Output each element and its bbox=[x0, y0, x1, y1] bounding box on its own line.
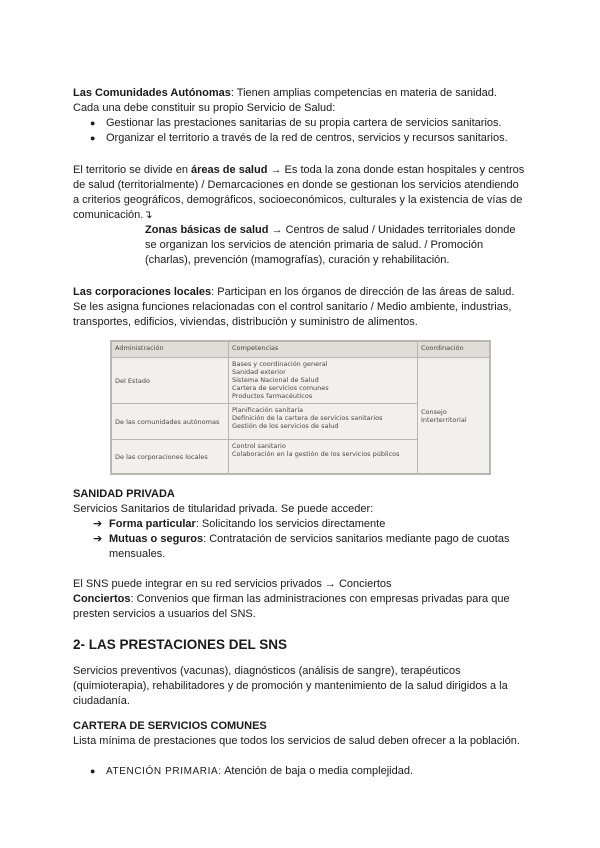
table-header: Administración bbox=[112, 342, 229, 358]
competencias-table bbox=[111, 341, 490, 474]
document-page: Las Comunidades Autónomas: Tienen amplias competencias en materia de sanidad. Cada una debe constituir su propio Servicio de Salud: ● Gestionar las prestaciones sanitarias de su propia cartera de servicios sanitarios. ● Organizar el territorio a través de la red de centros, servicios y recursos sanitarios. El territorio se divide en áreas de salud → Es toda la zona donde estan hospitales y centros de salud (territorialmente) / Demarcaciones en donde se gestionan los servicios atendiendo a criterios geográficos, demográficos, socioeconómicos, culturales y la existencia de vías de comunicación.↴ Zonas básicas de salud → Centros de salud / Unidades territoriales donde se organizan los servicios de atención primaria de salud. / Promoción (charlas), prevención (mamografías), curación y rehabilitación. Las corporaciones locales: Participan en los órganos de dirección de las áreas de salud. Se les asigna funciones relacionadas con el control sanitario / Medio ambiente, industrias, transportes, edificios, viviendas, distribución y suministro de alimentos. Administración Competencias Coordinación Del Estado Bases y coordinación general Sanidad exterior Sistema Nacional de Salud Cartera de servicios comunes Productos farmacéuticos Consejo Interterritorial De las comunidades autónomas Planificación sanitaria Definición de la cartera de servicios sanitarios Gestión de los servicios de salud De las corporaciones locales Control sanitario Colaboración en la gestión de los servicios públicos SANIDAD PRIVADA Servicios Sanitarios de titularidad privada. Se puede acceder: ➔ Forma particular: Solicitando los servicios directamente ➔ Mutuas o seguros: Contratación de servicios sanitarios mediante pago de cuotas mensuales. El SNS puede integrar en su red servicios privados → Conciertos Conciertos: Convenios que firman las administraciones con empresas privadas para que presten servicios a usuarios del SNS. 2- LAS PRESTACIONES DEL SNS Servicios preventivos (vacunas), diagnósticos (análisis de sangre), terapéuticos (quimioterapia), rehabilitadores y de promoción y mantenimiento de la salud dirigidos a la ciudadanía. CARTERA DE SERVICIOS COMUNES Lista mínima de prestaciones que todos los servicios de salud deben ofrecer a la población. ● ATENCIÓN PRIMARIA: Atención de baja o media complejidad. bbox=[73, 86, 533, 779]
ccaa-line: Cada una debe constituir su propio Servicio de Salud: bbox=[73, 102, 336, 114]
conciertos-paragraph: Conciertos: Convenios que firman las administraciones con empresas privadas para que bbox=[73, 593, 510, 605]
sns-line: El SNS puede integrar en su red servicios privados → Conciertos bbox=[73, 578, 392, 590]
zonas-paragraph: Zonas básicas de salud → Centros de salud / Unidades territoriales donde se organizan los servicios de atención primaria de salud. / Promoción (charlas), prevención (mamografías), curación y rehabilitación. bbox=[145, 224, 516, 266]
arrow-icon: ➔ bbox=[93, 533, 103, 545]
section-title: 2- LAS PRESTACIONES DEL SNS bbox=[73, 637, 288, 652]
list-item: ➔ Forma particular: Solicitando los servicios directamente bbox=[93, 518, 386, 530]
table-header-row bbox=[112, 342, 490, 358]
list-item: ● Organizar el territorio a través de la red de centros, servicios y recursos sanitarios. bbox=[90, 132, 508, 144]
table-row: Del Estado Bases y coordinación general Sanidad exterior Sistema Nacional de Salud Cartera de servicios comunes Productos farmacéuticos Consejo Interterritorial bbox=[112, 358, 490, 404]
table-row: De las comunidades autónomas Planificación sanitaria Definición de la cartera de servicios sanitarios Gestión de los servicios de salud bbox=[112, 404, 490, 440]
table-header: Coordinación bbox=[418, 342, 490, 358]
list-item: ● Gestionar las prestaciones sanitarias de su propia cartera de servicios sanitarios. bbox=[90, 117, 502, 129]
bullet-icon: ● bbox=[90, 766, 96, 776]
competencias-table-image bbox=[110, 340, 491, 475]
corporaciones-paragraph: Las corporaciones locales: Participan en los órganos de dirección de las áreas de salud. bbox=[73, 286, 515, 298]
section-heading: CARTERA DE SERVICIOS COMUNES bbox=[73, 720, 267, 732]
bullet-icon: ● bbox=[90, 118, 96, 128]
table-row: De las corporaciones locales Control sanitario Colaboración en la gestión de los servicios públicos bbox=[112, 440, 490, 474]
table-header: Competencias bbox=[229, 342, 418, 358]
coordinacion-cell: Consejo Interterritorial bbox=[418, 358, 490, 474]
bullet-icon: ● bbox=[90, 133, 96, 143]
list-item: ● ATENCIÓN PRIMARIA: Atención de baja o media complejidad. bbox=[90, 765, 414, 777]
section-heading: SANIDAD PRIVADA bbox=[73, 488, 175, 500]
territorio-paragraph: El territorio se divide en áreas de salud → Es toda la zona donde estan hospitales y centros bbox=[73, 164, 525, 176]
ccaa-paragraph: Las Comunidades Autónomas: Tienen amplias competencias en materia de sanidad. bbox=[73, 87, 497, 99]
ccaa-title: Las Comunidades Autónomas bbox=[73, 87, 231, 99]
arrow-icon: ➔ bbox=[93, 518, 103, 530]
list-item: ➔ Mutuas o seguros: Contratación de servicios sanitarios mediante pago de cuotas bbox=[93, 533, 510, 545]
